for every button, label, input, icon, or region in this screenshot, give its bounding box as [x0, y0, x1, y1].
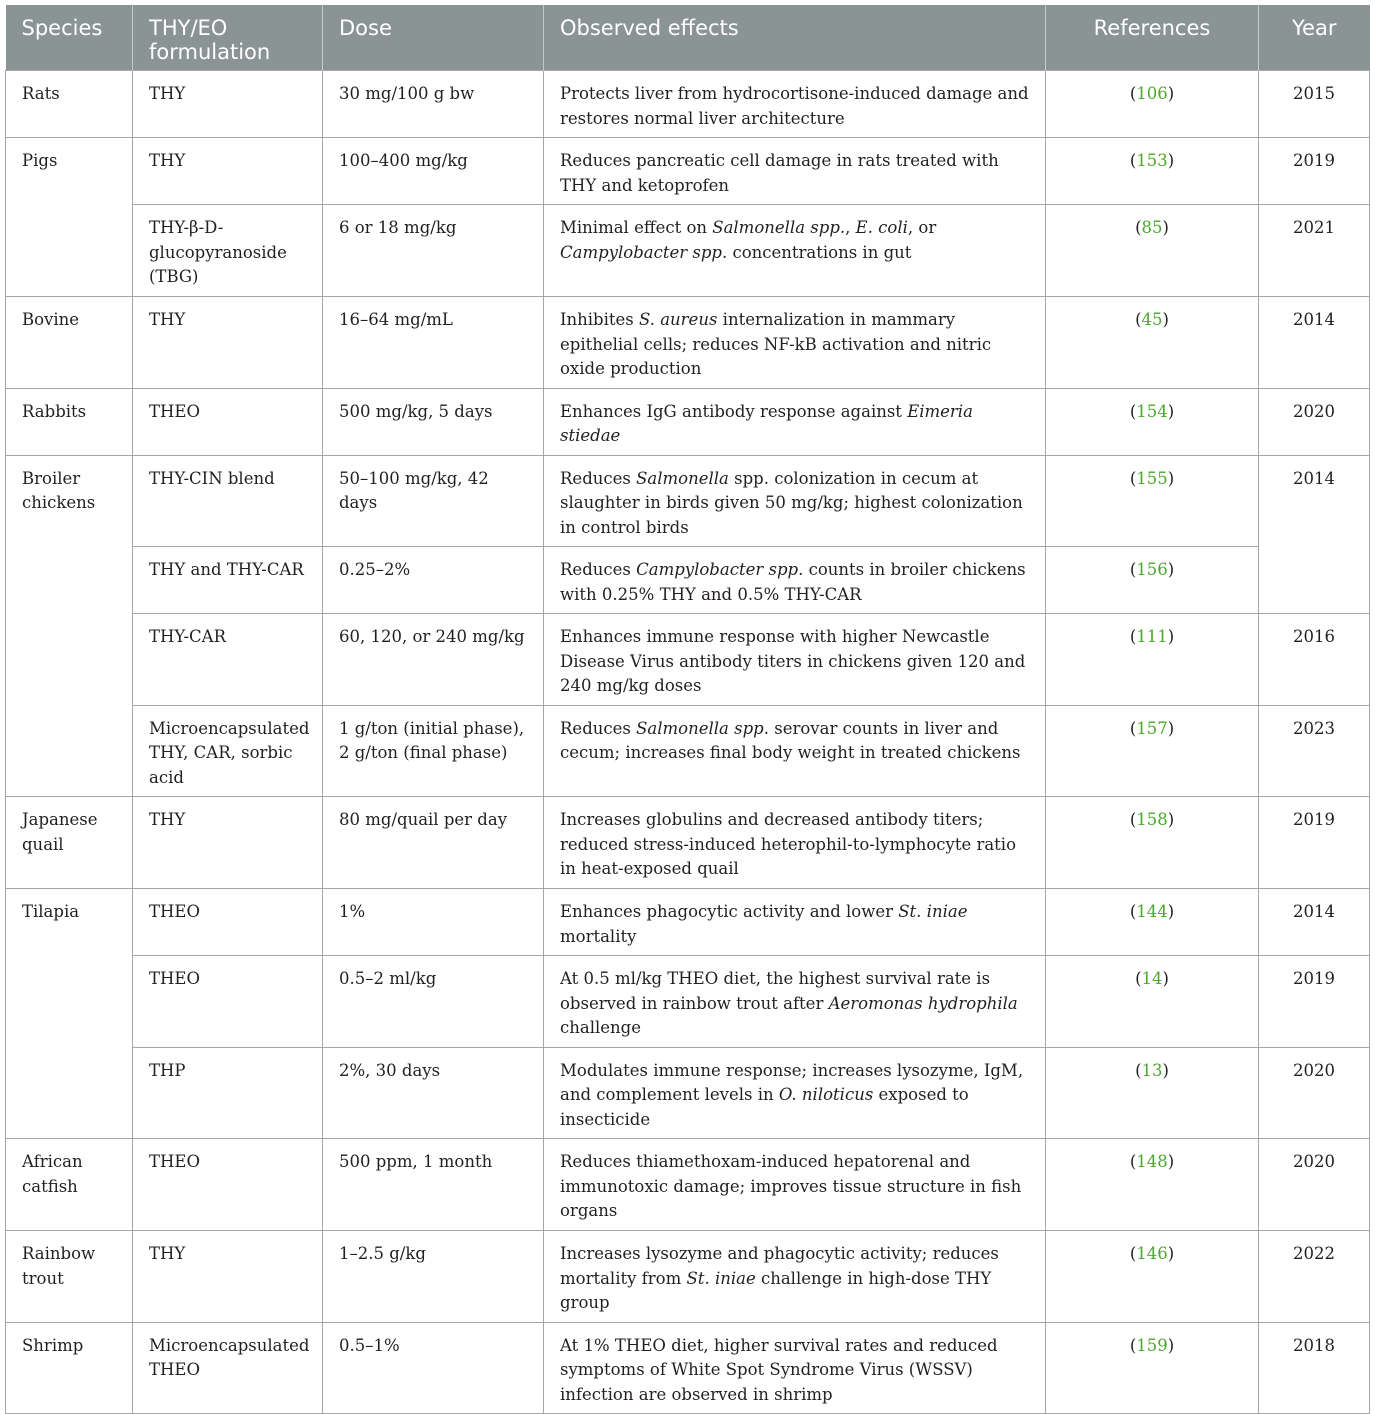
- paren-close: ): [1167, 1152, 1175, 1171]
- reference-cell: [1046, 956, 1259, 1048]
- reference-cell: [1046, 1322, 1259, 1414]
- table-row: [6, 455, 1370, 547]
- formulation-cell: THY: [133, 138, 323, 205]
- reference-cell: [1046, 71, 1259, 138]
- paren-open: (: [1135, 218, 1142, 237]
- dose-cell: 1–2.5 g/kg: [323, 1231, 544, 1323]
- paren-close: ): [1167, 718, 1175, 738]
- effects-cell: [544, 205, 1046, 297]
- text-part: Reduces: [560, 560, 637, 579]
- italic-term: Salmonella spp.: [636, 718, 769, 738]
- species-cell: Tilapia: [6, 889, 133, 1139]
- reference-link[interactable]: 85: [1141, 218, 1163, 237]
- header-species: Species: [6, 5, 133, 71]
- dose-cell: 500 mg/kg, 5 days: [323, 388, 544, 455]
- effects-cell: [544, 297, 1046, 389]
- species-cell: Pigs: [6, 138, 133, 297]
- italic-term: Campylobacter spp.: [636, 560, 804, 579]
- reference-cell: [1046, 1139, 1259, 1231]
- table-row: [6, 1047, 1370, 1139]
- reference-link[interactable]: 159: [1136, 1335, 1168, 1355]
- effects-cell: [544, 388, 1046, 455]
- effects-cell: [544, 889, 1046, 956]
- text-part: Enhances IgG antibody response against: [560, 401, 908, 421]
- formulation-cell: THEO: [133, 1139, 323, 1231]
- formulation-cell: THY-CIN blend: [133, 455, 323, 547]
- year-cell: 2020: [1259, 1139, 1370, 1231]
- text-part: Increases lysozyme and phagocytic activity; reduces mortality from: [560, 1244, 999, 1288]
- species-cell: Rabbits: [6, 388, 133, 455]
- effects-cell: Protects liver from hydrocortisone-induced damage and restores normal liver architecture: [544, 71, 1046, 138]
- effects-cell: Increases globulins and decreased antibody titers; reduced stress-induced heterophil-to-lymphocyte ratio in heat-exposed quail: [544, 797, 1046, 889]
- paren-open: (: [1129, 84, 1137, 103]
- paren-open: (: [1129, 1152, 1137, 1171]
- header-observed-effects: Observed effects: [544, 5, 1046, 71]
- italic-term: Salmonella spp.: [712, 218, 846, 237]
- header-formulation: THY/EO formulation: [133, 5, 323, 71]
- year-cell: 2019: [1259, 797, 1370, 889]
- effects-cell: [544, 956, 1046, 1048]
- paren-open: (: [1129, 718, 1137, 738]
- text-part: serovar counts in liver and cecum; increases final body weight in treated chickens: [560, 718, 1021, 762]
- reference-link[interactable]: 144: [1136, 902, 1168, 921]
- effects-cell: Enhances immune response with higher Newcastle Disease Virus antibody titers in chickens given 120 and 240 mg/kg doses: [544, 614, 1046, 706]
- text-part: Minimal effect on: [560, 218, 713, 237]
- paren-close: ): [1167, 468, 1175, 488]
- reference-link[interactable]: 155: [1136, 468, 1168, 488]
- paren-close: ): [1167, 401, 1175, 421]
- effects-cell: At 1% THEO diet, higher survival rates and reduced symptoms of White Spot Syndrome Virus (WSSV) infection are observed in shrimp: [544, 1322, 1046, 1414]
- reference-cell: [1046, 205, 1259, 297]
- reference-link[interactable]: 111: [1136, 627, 1168, 646]
- table-row: [6, 1139, 1370, 1231]
- formulation-cell: THY: [133, 797, 323, 889]
- header-references: References: [1046, 5, 1259, 71]
- year-cell: 2021: [1259, 205, 1370, 297]
- dose-cell: 16–64 mg/mL: [323, 297, 544, 389]
- paren-close: ): [1167, 1335, 1175, 1355]
- table-row: [6, 297, 1370, 389]
- header-dose: Dose: [323, 5, 544, 71]
- paren-close: ): [1167, 151, 1175, 170]
- reference-cell: [1046, 547, 1259, 614]
- text-part: concentrations in gut: [727, 242, 912, 262]
- year-cell: 2014: [1259, 889, 1370, 956]
- reference-cell: [1046, 889, 1259, 956]
- formulation-cell: THY-CAR: [133, 614, 323, 706]
- paren-close: ): [1167, 810, 1175, 829]
- reference-cell: [1046, 1231, 1259, 1323]
- year-cell: 2020: [1259, 388, 1370, 455]
- paren-close: ): [1167, 1244, 1175, 1263]
- year-cell: 2016: [1259, 614, 1370, 706]
- table-row: [6, 1322, 1370, 1414]
- paren-open: (: [1129, 1335, 1137, 1355]
- italic-term: Aeromonas hydrophila: [828, 993, 1018, 1013]
- text-part: exposed to insecticide: [560, 1085, 969, 1129]
- effects-cell: [544, 1231, 1046, 1323]
- table-row: [6, 1231, 1370, 1323]
- text-part: Modulates immune response; increases lysozyme, IgM, and complement levels in: [560, 1060, 1024, 1104]
- effects-cell: Reduces thiamethoxam-induced hepatorenal and immunotoxic damage; improves tissue structure in fish organs: [544, 1139, 1046, 1231]
- formulation-cell: THY: [133, 297, 323, 389]
- italic-term: St. iniae: [898, 902, 968, 921]
- text-part: counts in broiler chickens with 0.25% THY and 0.5% THY-CAR: [560, 560, 1026, 604]
- text-part: Reduces: [560, 468, 637, 488]
- italic-term: Eimeria stiedae: [560, 401, 973, 445]
- formulation-cell: THEO: [133, 889, 323, 956]
- species-cell: Shrimp: [6, 1322, 133, 1414]
- table-row: [6, 138, 1370, 205]
- species-cell: African catfish: [6, 1139, 133, 1231]
- text-part: ,: [845, 218, 856, 237]
- reference-cell: [1046, 705, 1259, 797]
- paren-open: (: [1129, 151, 1137, 170]
- reference-link[interactable]: 14: [1141, 969, 1163, 988]
- dose-cell: 0.25–2%: [323, 547, 544, 614]
- table-row: [6, 889, 1370, 956]
- dose-cell: 100–400 mg/kg: [323, 138, 544, 205]
- text-part: internalization in mammary epithelial cells; reduces NF-kB activation and nitric oxide production: [560, 310, 992, 378]
- table-row: [6, 71, 1370, 138]
- formulation-cell: THY: [133, 71, 323, 138]
- paren-close: ): [1162, 1060, 1169, 1080]
- reference-link[interactable]: 153: [1136, 151, 1168, 170]
- reference-cell: [1046, 138, 1259, 205]
- species-cell: Broiler chickens: [6, 455, 133, 797]
- year-cell: 2023: [1259, 705, 1370, 797]
- reference-link[interactable]: 148: [1136, 1152, 1168, 1171]
- paren-open: (: [1135, 969, 1142, 988]
- species-cell: Rats: [6, 71, 133, 138]
- effects-cell: [544, 1047, 1046, 1139]
- data-table: [5, 5, 1370, 1414]
- paren-open: (: [1129, 902, 1137, 921]
- table-row: [6, 614, 1370, 706]
- reference-cell: [1046, 1047, 1259, 1139]
- dose-cell: 30 mg/100 g bw: [323, 71, 544, 138]
- italic-term: Salmonella: [636, 468, 729, 488]
- paren-close: ): [1167, 84, 1175, 103]
- reference-link[interactable]: 45: [1141, 310, 1163, 329]
- year-cell: 2019: [1259, 138, 1370, 205]
- dose-cell: 1%: [323, 889, 544, 956]
- year-cell: 2018: [1259, 1322, 1370, 1414]
- table-row: [6, 956, 1370, 1048]
- paren-close: ): [1167, 560, 1175, 579]
- table-row: [6, 705, 1370, 797]
- text-part: , or: [907, 218, 937, 237]
- paren-open: (: [1129, 401, 1137, 421]
- formulation-cell: Microencapsulated THY, CAR, sorbic acid: [133, 705, 323, 797]
- reference-cell: [1046, 614, 1259, 706]
- dose-cell: 0.5–1%: [323, 1322, 544, 1414]
- dose-cell: 2%, 30 days: [323, 1047, 544, 1139]
- species-cell: Japanese quail: [6, 797, 133, 889]
- text-part: At 0.5 ml/kg THEO diet, the highest survival rate is observed in rainbow trout after: [560, 969, 991, 1013]
- reference-link[interactable]: 106: [1136, 84, 1168, 103]
- reference-link[interactable]: 13: [1141, 1060, 1163, 1080]
- italic-term: Campylobacter spp.: [560, 242, 728, 262]
- formulation-cell: THP: [133, 1047, 323, 1139]
- formulation-cell: THY: [133, 1231, 323, 1323]
- reference-cell: [1046, 455, 1259, 547]
- reference-link[interactable]: 156: [1136, 560, 1168, 579]
- text-part: mortality: [560, 926, 637, 946]
- effects-cell: Reduces pancreatic cell damage in rats treated with THY and ketoprofen: [544, 138, 1046, 205]
- year-cell: 2015: [1259, 71, 1370, 138]
- year-cell: 2014: [1259, 455, 1370, 614]
- effects-cell: [544, 455, 1046, 547]
- text-part: Inhibites: [560, 310, 639, 329]
- reference-cell: [1046, 797, 1259, 889]
- year-cell: 2014: [1259, 297, 1370, 389]
- reference-link[interactable]: 146: [1136, 1244, 1168, 1263]
- reference-link[interactable]: 157: [1136, 718, 1168, 738]
- italic-term: O. niloticus: [778, 1085, 874, 1104]
- formulation-cell: THEO: [133, 388, 323, 455]
- text-part: Reduces: [560, 718, 637, 738]
- table-row: [6, 547, 1370, 614]
- header-row: [6, 5, 1370, 71]
- formulation-cell: THY and THY-CAR: [133, 547, 323, 614]
- dose-cell: 60, 120, or 240 mg/kg: [323, 614, 544, 706]
- text-part: challenge in high-dose THY group: [560, 1268, 992, 1312]
- paren-close: ): [1167, 902, 1175, 921]
- paren-open: (: [1129, 627, 1137, 646]
- dose-cell: 50–100 mg/kg, 42 days: [323, 455, 544, 547]
- formulation-cell: THEO: [133, 956, 323, 1048]
- italic-term: S. aureus: [639, 310, 718, 329]
- year-cell: 2019: [1259, 956, 1370, 1048]
- dose-cell: 500 ppm, 1 month: [323, 1139, 544, 1231]
- reference-cell: [1046, 388, 1259, 455]
- paren-open: (: [1129, 560, 1137, 579]
- paren-open: (: [1129, 810, 1137, 829]
- table-row: [6, 205, 1370, 297]
- dose-cell: 1 g/ton (initial phase), 2 g/ton (final phase): [323, 705, 544, 797]
- text-part: Enhances phagocytic activity and lower: [560, 902, 899, 921]
- effects-cell: [544, 705, 1046, 797]
- reference-link[interactable]: 154: [1136, 401, 1168, 421]
- dose-cell: 0.5–2 ml/kg: [323, 956, 544, 1048]
- paren-open: (: [1129, 1244, 1137, 1263]
- table-row: [6, 388, 1370, 455]
- paren-open: (: [1135, 1060, 1142, 1080]
- paren-close: ): [1167, 627, 1175, 646]
- text-part: challenge: [560, 1018, 641, 1037]
- formulation-cell: THY-β-D-glucopyranoside (TBG): [133, 205, 323, 297]
- paren-close: ): [1162, 310, 1169, 329]
- text-part: spp. colonization in cecum at slaughter in birds given 50 mg/kg; highest colonization in control birds: [560, 468, 1023, 537]
- header-year: Year: [1259, 5, 1370, 71]
- italic-term: St. iniae: [686, 1268, 756, 1288]
- effects-cell: [544, 547, 1046, 614]
- species-cell: Bovine: [6, 297, 133, 389]
- dose-cell: 6 or 18 mg/kg: [323, 205, 544, 297]
- species-cell: Rainbow trout: [6, 1231, 133, 1323]
- italic-term: E. coli: [855, 218, 908, 237]
- paren-open: (: [1129, 468, 1137, 488]
- paren-open: (: [1135, 310, 1142, 329]
- dose-cell: 80 mg/quail per day: [323, 797, 544, 889]
- year-cell: 2020: [1259, 1047, 1370, 1139]
- reference-cell: [1046, 297, 1259, 389]
- paren-close: ): [1162, 218, 1169, 237]
- paren-close: ): [1162, 969, 1169, 988]
- table-row: [6, 797, 1370, 889]
- year-cell: 2022: [1259, 1231, 1370, 1323]
- reference-link[interactable]: 158: [1136, 810, 1168, 829]
- formulation-cell: Microencapsulated THEO: [133, 1322, 323, 1414]
